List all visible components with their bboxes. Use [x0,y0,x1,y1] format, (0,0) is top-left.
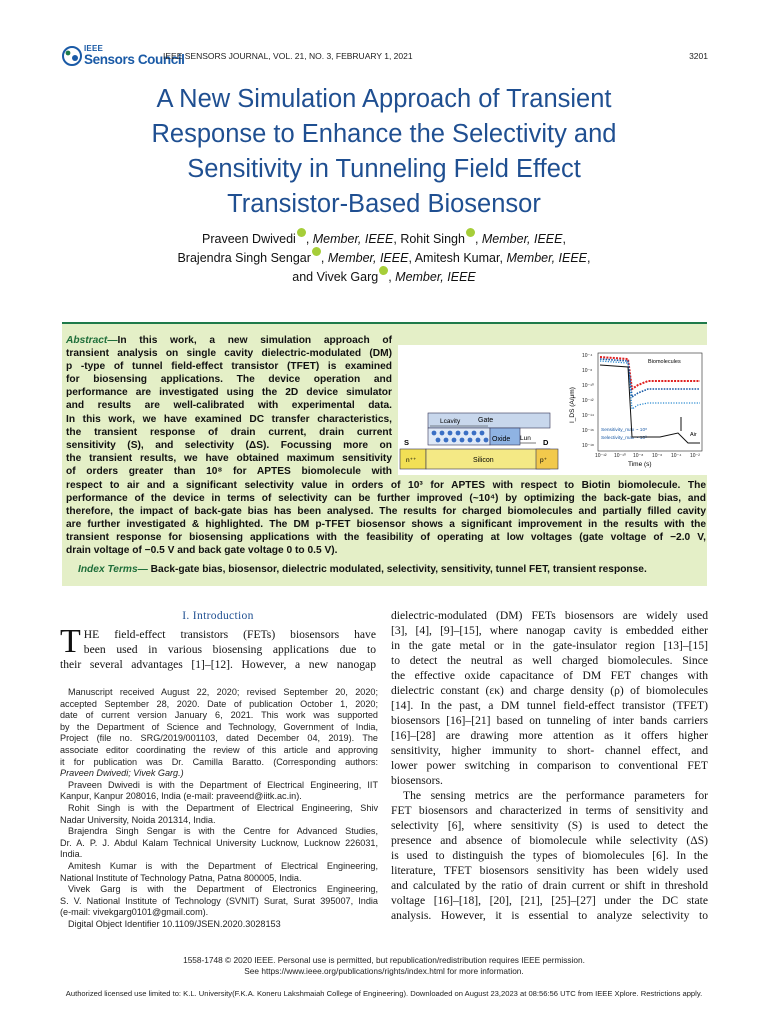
y-tick-label: 10⁻¹⁶ [582,428,594,434]
body-line: FET biosensors and characterized in terms of sensitivity and [391,804,708,817]
ieee-sensors-council-logo [62,44,185,70]
title-line: Sensitivity in Tunneling Field Effect [187,155,581,183]
abstract-line: for biosensing applications. The device operation and [66,374,392,386]
page-number: 3201 [689,51,708,61]
body-line: presence and absence of biomolecule while selectivity (ΔS) [391,834,708,847]
footnote-line: Digital Object Identifier 10.1109/JSEN.2020.3028153 [68,918,281,929]
copyright-line-2: See https://www.ieee.org/publications/rights/index.html for more information. [244,966,524,976]
journal-header: IEEE SENSORS JOURNAL, VOL. 21, NO. 3, FEBRUARY 1, 2021 [163,51,413,61]
x-tick-label: 10⁻² [690,453,700,459]
author-name: Amitesh Kumar [414,251,500,266]
footnote-line: Praveen Dwivedi; Vivek Garg.) [60,768,184,779]
body-line: to detect the neutral as well charged biomolecules. Since [391,654,708,667]
abstract-line: respect to air and a significant selectivity value in orders of 10³ for APTES with respect to Biotin biomolecule. The [66,480,706,491]
body-line: is used to distinguish the types of biomolecules [6]. In the [391,849,708,862]
intro-line: HE field-effect transistors (FETs) biosensors have [83,628,376,641]
title-line: A New Simulation Approach of Transient [156,85,612,113]
footnote-line: Praveen Dwivedi is with the Department of Electrical Engineering, IIT [68,779,378,790]
x-tick-label: 10⁻⁸ [633,453,644,459]
abstract-line: transient response for biosensing applications with the feasibility of operating at low voltages (gate voltage of −2.0 V, [66,532,706,544]
footnote-line: S. V. National Institute of Technology (SVNIT) Surat, Surat 395007, India [60,895,378,906]
abstract-line: performance of the device in terms of selectivity can be further improved (~10⁴) by optimizing the back-gate bias, and [66,493,706,505]
gate-label: Gate [478,417,494,424]
n-label: n⁺⁺ [406,457,417,464]
sensors-council-logo-icon [62,46,82,66]
legend-biomolecules: Biomolecules [648,359,681,365]
y-tick-label: 10⁻⁶ [582,368,593,374]
body-line: dielectric constant (εκ) and charge density (ρ) of biomolecules [391,684,708,697]
drain-label: D [543,438,549,447]
abstract-line: are further investigated & highlighted. The DM p-TFET biosensor shows a significant improvement in the results with the [66,519,706,531]
author-membership: Member, IEEE [506,251,588,266]
y-tick-label: 10⁻⁴ [582,353,593,359]
selectivity-annotation: Selectivity_max ~ 10³ [601,436,647,441]
footnote-line: Kanpur, Kanpur 208016, India (e-mail: praveend@iitk.ac.in). [60,791,302,802]
x-tick-label: 10⁻⁶ [652,453,663,459]
body-line: [14]. In the past, a DM tunnel field-effect transistor (TFET) [391,699,708,712]
license-notice: Authorized licensed use limited to: K.L. University(F.K.A. Koneru Lakshmaiah College of Engineering). Downloaded on August 23,2023 at 08:56:56 UTC from IEEE Xplore. Restrictions apply. [65,989,703,998]
footnote-line: Brajendra Singh Sengar is with the Centre for Advanced Studies, [68,826,378,837]
source-label: S [404,438,410,447]
lcavity-label: Lcavity [440,418,461,425]
author-membership: Member, IEEE [327,251,409,266]
x-tick-label: 10⁻⁴ [671,453,682,459]
x-tick-label: 10⁻¹² [595,453,607,459]
footnote-line: Rohit Singh is with the Department of Electrical Engineering, Shiv [68,802,378,813]
body-line: biosensors [16]–[21] based on tunneling of inter bands carriers [391,714,708,727]
abstract-line: the transient response of drain current, drain current [66,426,392,438]
logo-ieee-text: IEEE [84,44,104,53]
body-line: lower power switching in comparison to conventional FET [391,759,708,772]
abstract-line: therefore, the impact of back-gate bias has been analysed. The results for charged biomolecules and partially filled cavity [66,506,706,518]
x-axis-label: Time (s) [628,461,652,468]
intro-line: been used in various biosensing applications due to [83,643,376,656]
author-name: Praveen Dwivedi [202,232,296,247]
abstract-line: and results are well-calibrated with experimental data. [66,400,392,412]
x-tick-label: 10⁻¹⁰ [614,453,626,459]
body-line: sensitivity, higher immunity to short- channel effect, and [391,744,708,757]
orcid-icon[interactable] [297,228,306,237]
footnote-line: date of current version January 6, 2021. This work was supported [60,710,378,721]
abstract-line: the transient results, we have obtained maximum sensitivity [66,452,392,464]
biomolecule-cavity [428,428,490,445]
oxide-label: Oxide [492,436,511,443]
sensitivity-annotation: Sensitivity_max ~ 10⁸ [601,428,648,433]
abstract-wide-block [66,479,706,558]
author-membership: Member, IEEE [395,270,476,285]
orcid-icon[interactable] [379,266,388,275]
graphical-abstract-figure [398,345,708,475]
body-line: literature, TFET biosensors sensitivity has been widely used [391,864,708,877]
body-line: selectivity [6], where sensitivity (S) is used to detect the [391,819,708,832]
body-line: biosensors. [391,774,443,787]
body-line: the effective oxide capacitance of DM FET changes with [391,669,708,682]
footnote-line: it for publication was Dr. Camilla Baratto. (Corresponding authors: [60,756,378,767]
lun-label: Lun [520,435,531,442]
footnote-line: Manuscript received August 22, 2020; revised September 20, 2020; [68,687,378,697]
logo-sensors-council-text: Sensors Council [84,52,185,67]
footnote-line: India. [60,849,83,860]
body-line: voltage [16]–[18], [20], [21], [25]–[27] under the DC state [391,894,708,907]
y-tick-label: 10⁻¹⁰ [582,383,594,389]
abstract-line: In this work, a new simulation approach of [117,335,392,346]
body-line: and calculated by the ratio of drain current or shift in threshold [391,879,708,892]
footnote-line: Project (file no. SRG/2019/001103, dated December 04, 2019). The [60,733,378,744]
body-line: dielectric-modulated (DM) FETs biosensors are widely used [391,609,708,622]
copyright-line-1: 1558-1748 © 2020 IEEE. Personal use is permitted, but republication/redistribution requires IEEE permission. [183,955,585,965]
abstract-label: Abstract [66,335,108,346]
footnote-line: associate editor coordinating the review of this article and approving [60,744,378,755]
p-label: p⁺ [540,457,548,464]
abstract-line: p -type of tunnel field-effect transistor (TFET) is examined [66,361,392,373]
y-axis-label: I_DS (A/μm) [569,387,576,423]
abstract-line: of orders greater than 10⁸ for APTES biomolecule with [66,465,392,477]
author-name: Rohit Singh [400,232,465,247]
author-name: Vivek Garg [316,270,379,285]
body-line: in the gate metal or in the gate-insulator region [13]–[15] [391,639,708,652]
index-terms-text: Back-gate bias, biosensor, dielectric modulated, selectivity, sensitivity, tunnel FET, transient response. [150,564,647,575]
y-tick-label: 10⁻¹² [582,398,594,404]
abstract-line: drain voltage of −0.5 V and back gate voltage 0 to 0.5 V). [66,545,338,557]
abstract-line: transient analysis on single cavity dielectric-modulated (DM) [66,348,392,360]
footnote-line: by the Department of Science and Technology, Government of India, [60,721,378,732]
y-tick-label: 10⁻¹⁸ [582,443,594,449]
abstract-line: sensitivity (S), and selectivity (ΔS). Focussing more on [66,439,392,451]
orcid-icon[interactable] [466,228,475,237]
abstract-line: performance are investigated using the 2D device simulator [66,387,392,399]
paper-title [60,82,708,222]
footnotes [60,687,378,930]
author-membership: Member, IEEE [481,232,563,247]
y-tick-label: 10⁻¹⁴ [582,413,595,419]
title-line: Response to Enhance the Selectivity and [151,120,617,148]
author-list: Praveen Dwivedi , Member, IEEE, Rohit Singh , Member, IEEE, Brajendra Singh Sengar , Member, IEEE, Amitesh Kumar, Member, IEEE, and Vivek Garg , Member, IEEE [60,229,708,286]
legend-air: Air [690,432,697,438]
index-terms-label: Index Terms [78,564,138,575]
intro-line: their several advantages [1]–[12]. However, a new nanogap [60,658,376,671]
body-line: The sensing metrics are the performance parameters for [403,789,708,802]
body-line: [16]–[28] are drawing more attention as it offers higher [391,729,708,742]
orcid-icon[interactable] [312,247,321,256]
section-heading-introduction: I. Introduction [182,609,254,622]
body-line: analysis. However, it is essential to analyze selectivity to [391,909,708,922]
footnote-line: Amitesh Kumar is with the Department of Electrical Engineering, [68,860,378,871]
footnote-line: National Institute of Technology Patna, Patna 800005, India. [60,872,302,883]
right-column-text [391,608,708,923]
body-line: [3], [4], [9]–[15], where nanogap cavity is embedded either [391,624,708,637]
abstract-narrow-block: Abstract—In this work, a new simulation approach of transient analysis on single cavity dielectric-modulated (DM) p -type of tunnel field-effect transistor (TFET) is examined for biosensing applications. The device operation and performance are investigated using the 2D device simulator and results are well-calibrated with experimental data. In this work, we have examined DC transfer characteristics, the transient response of drain current, drain current sensitivity (S), and selectivity (ΔS). Focussing more on the transient results, we have obtained maximum sensitivity of orders greater than 10⁸ for APTES biomolecule with [66,335,392,477]
footnote-line: Dr. A. P. J. Abdul Kalam Technical University Lucknow, Lucknow 226031, [60,837,378,848]
silicon-label: Silicon [473,457,494,464]
footnote-line: Vivek Garg is with the Department of Electronics Engineering, [68,884,378,895]
title-line: Transistor-Based Biosensor [227,190,541,218]
footnote-line: Nadar University, Noida 201314, India. [60,814,216,825]
author-conjunction: and [292,270,314,285]
footnote-line: (e-mail: vivekgarg0101@gmail.com). [60,907,209,918]
abstract-line: In this work, we have examined DC transfer characteristics, [66,413,392,425]
author-membership: Member, IEEE [312,232,394,247]
intro-paragraph [60,623,376,672]
author-name: Brajendra Singh Sengar [177,251,311,266]
footnote-line: accepted September 28, 2020. Date of publication October 1, 2020; [60,698,378,709]
dropcap: T [60,623,81,660]
index-terms: Index Terms— Back-gate bias, biosensor, dielectric modulated, selectivity, sensitivity, tunnel FET, transient response. [78,564,647,575]
